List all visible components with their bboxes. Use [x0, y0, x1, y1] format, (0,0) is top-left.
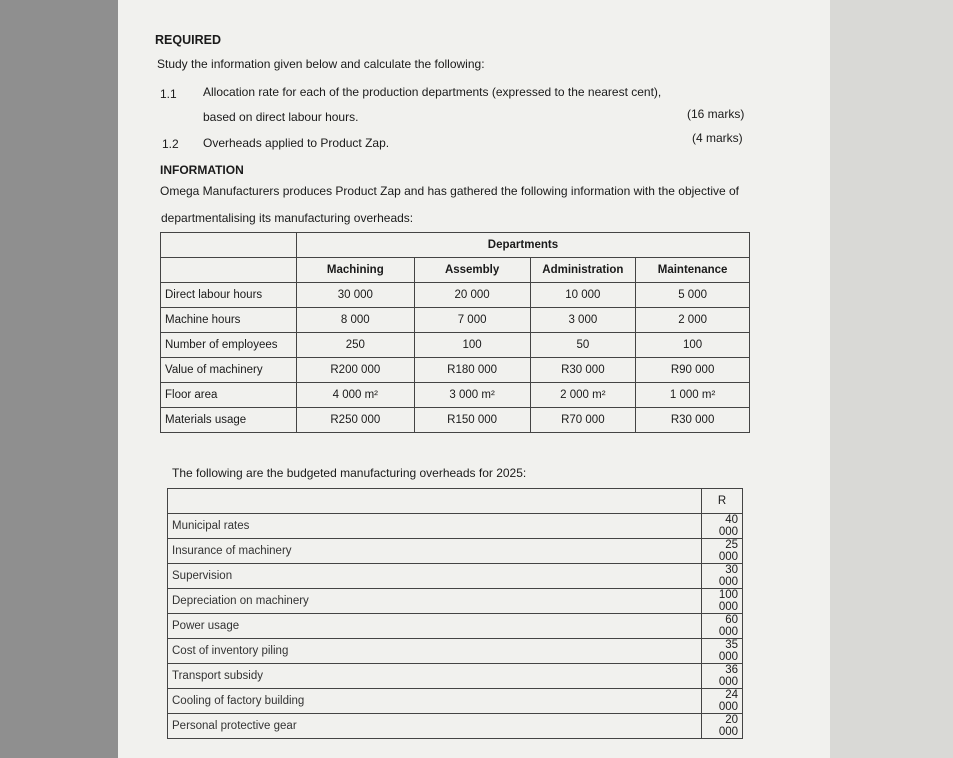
table-cell: 2 000 — [636, 308, 750, 333]
table-cell: 7 000 — [414, 308, 530, 333]
item-1-2-text: Overheads applied to Product Zap. — [203, 136, 390, 150]
table-row — [161, 233, 750, 258]
overhead-item: Cost of inventory piling — [168, 639, 702, 664]
overhead-value: 100 000 — [702, 589, 743, 614]
table-cell: 5 000 — [636, 283, 750, 308]
table-cell: 100 — [414, 333, 530, 358]
information-line-1: Omega Manufacturers produces Product Zap and has gathered the following information with the objective of — [160, 184, 739, 198]
table-cell — [168, 489, 702, 514]
table-row — [168, 589, 743, 614]
overheads-table — [167, 488, 743, 739]
column-header: Maintenance — [636, 258, 750, 283]
table-row — [161, 358, 750, 383]
table-cell — [161, 233, 297, 258]
column-header: Assembly — [414, 258, 530, 283]
table-cell — [161, 258, 297, 283]
overhead-value: 25 000 — [702, 539, 743, 564]
table-row — [168, 689, 743, 714]
table-row — [168, 664, 743, 689]
table-cell: 50 — [530, 333, 636, 358]
table-row — [161, 408, 750, 433]
overhead-value: 20 000 — [702, 714, 743, 739]
item-1-1-text: Allocation rate for each of the production departments (expressed to the nearest cent), — [203, 85, 662, 99]
table-row — [168, 714, 743, 739]
table-cell: 3 000 — [530, 308, 636, 333]
item-1-1-number: 1.1 — [160, 87, 177, 101]
row-label: Machine hours — [161, 308, 297, 333]
table-row — [168, 539, 743, 564]
row-label: Direct labour hours — [161, 283, 297, 308]
table-cell: 20 000 — [414, 283, 530, 308]
table-row — [168, 639, 743, 664]
table-cell: 8 000 — [296, 308, 414, 333]
overhead-value: 35 000 — [702, 639, 743, 664]
table-row — [161, 258, 750, 283]
table-cell: R90 000 — [636, 358, 750, 383]
overhead-item: Personal protective gear — [168, 714, 702, 739]
table-row — [168, 564, 743, 589]
table-row — [168, 514, 743, 539]
information-line-2: departmentalising its manufacturing overheads: — [161, 211, 414, 225]
table-row — [161, 283, 750, 308]
departments-header: Departments — [296, 233, 749, 258]
table-cell: 3 000 m² — [414, 383, 530, 408]
table-cell: R30 000 — [636, 408, 750, 433]
overhead-item: Transport subsidy — [168, 664, 702, 689]
table-cell: R250 000 — [296, 408, 414, 433]
table-cell: R180 000 — [414, 358, 530, 383]
item-1-1-marks: (16 marks) — [687, 107, 745, 121]
table-cell: R70 000 — [530, 408, 636, 433]
table-row — [161, 333, 750, 358]
table-cell: 250 — [296, 333, 414, 358]
column-header: Machining — [296, 258, 414, 283]
currency-header: R — [702, 489, 743, 514]
overhead-item: Municipal rates — [168, 514, 702, 539]
overhead-value: 36 000 — [702, 664, 743, 689]
overhead-item: Supervision — [168, 564, 702, 589]
table-cell: 2 000 m² — [530, 383, 636, 408]
required-instruction: Study the information given below and calculate the following: — [157, 57, 485, 71]
column-header: Administration — [530, 258, 636, 283]
table-row — [168, 614, 743, 639]
overhead-value: 30 000 — [702, 564, 743, 589]
table-cell: R150 000 — [414, 408, 530, 433]
row-label: Materials usage — [161, 408, 297, 433]
overhead-item: Power usage — [168, 614, 702, 639]
overhead-item: Insurance of machinery — [168, 539, 702, 564]
row-label: Floor area — [161, 383, 297, 408]
table-cell: R30 000 — [530, 358, 636, 383]
overhead-value: 24 000 — [702, 689, 743, 714]
table-row — [161, 383, 750, 408]
overhead-value: 40 000 — [702, 514, 743, 539]
overhead-item: Depreciation on machinery — [168, 589, 702, 614]
item-1-2-number: 1.2 — [162, 137, 179, 151]
table-row — [161, 308, 750, 333]
overhead-value: 60 000 — [702, 614, 743, 639]
table-cell: 1 000 m² — [636, 383, 750, 408]
item-1-2-marks: (4 marks) — [692, 131, 743, 145]
information-heading: INFORMATION — [160, 163, 244, 177]
departments-table — [160, 232, 750, 433]
table-row — [168, 489, 743, 514]
table-cell: 10 000 — [530, 283, 636, 308]
required-heading: REQUIRED — [155, 33, 221, 47]
row-label: Value of machinery — [161, 358, 297, 383]
background-surface — [830, 0, 953, 758]
row-label: Number of employees — [161, 333, 297, 358]
table-cell: 100 — [636, 333, 750, 358]
table-cell: R200 000 — [296, 358, 414, 383]
item-1-1-text-continued: based on direct labour hours. — [203, 110, 359, 124]
table-cell: 30 000 — [296, 283, 414, 308]
overhead-item: Cooling of factory building — [168, 689, 702, 714]
overheads-intro: The following are the budgeted manufacturing overheads for 2025: — [172, 466, 527, 480]
table-cell: 4 000 m² — [296, 383, 414, 408]
